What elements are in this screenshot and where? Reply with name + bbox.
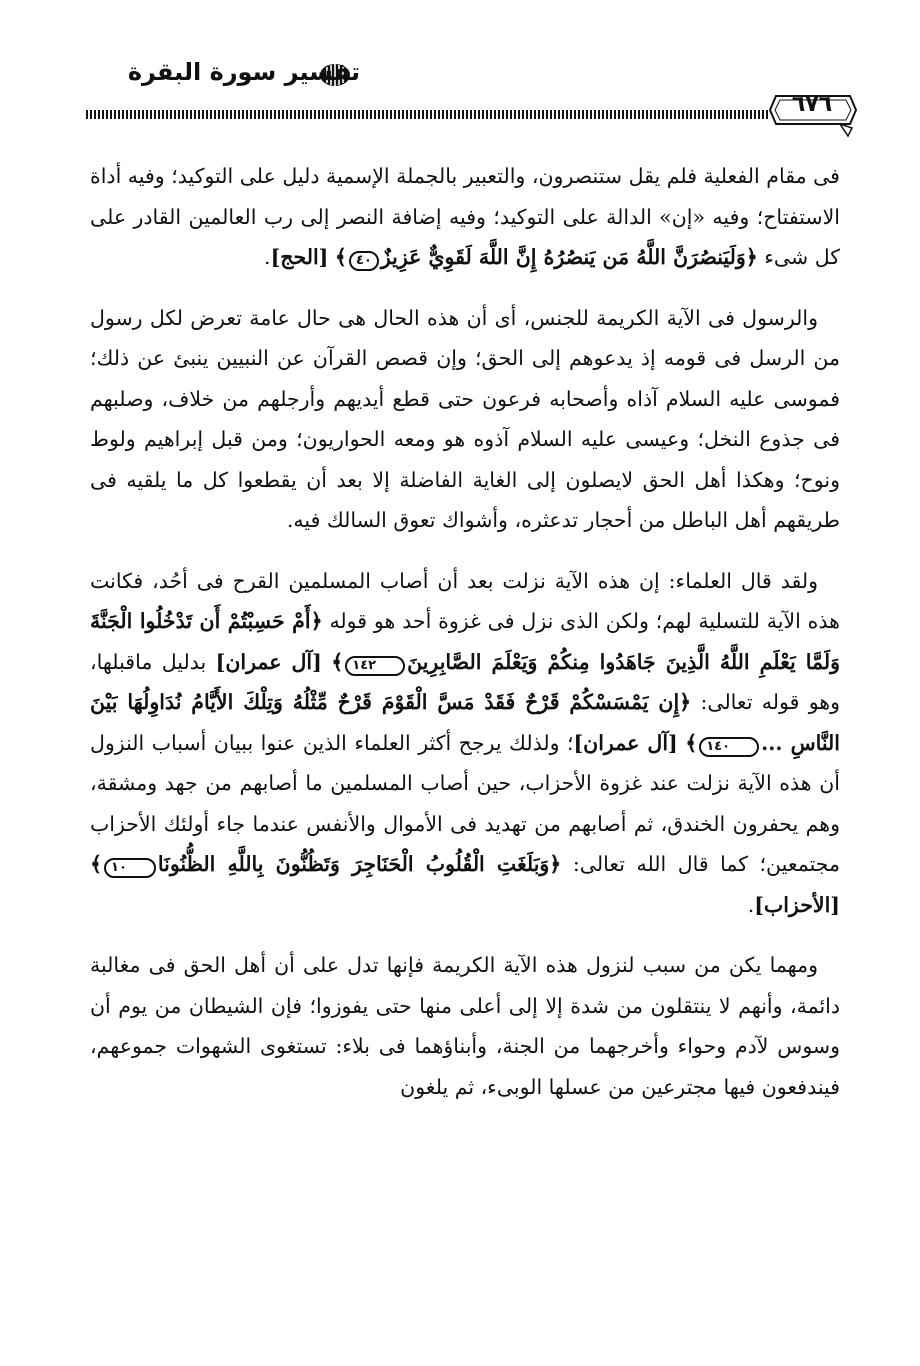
quran-quote: ﴾ xyxy=(334,245,347,269)
body-paragraph xyxy=(90,561,840,926)
quran-quote: ﴿أَمْ حَسِبْتُمْ أَن تَدْخُلُوا الْجَنَّةَ وَلَمَّا يَعْلَمِ اللَّهُ الَّذِينَ جَاهَدُوا مِنكُمْ وَيَعْلَمَ الصَّابِرِينَ xyxy=(90,609,840,674)
body-paragraph xyxy=(90,156,840,278)
text-run: ومهما يكن من سبب لنزول هذه الآية الكريمة فإنها تدل على أن أهل الحق فى مغالبة دائمة، وأنهم لا ينتقلون من شدة إلا إلى أعلى منها حتى يفوزوا؛ فإن الشيطان من يوم أن وسوس لآدم وحواء وأخرجهما من الجنة، وأبناؤهما فى بلاء: تستغوى الشهوات جموعهم، فيندفعون فيها مجترعين من عسلها الوبىء، ثم يلغون xyxy=(90,953,840,1099)
text-run: فى مقام الفعلية فلم يقل ستنصرون، والتعبير بالجملة الإسمية دليل على التوكيد؛ وفيه أداة الاستفتاح؛ وفيه «إن» الدالة على التوكيد؛ وفيه إضافة النصر إلى رب العالمين القادر على كل شىء xyxy=(90,164,840,269)
text-run: والرسول فى الآية الكريمة للجنس، أى أن هذه الحال هى حال عامة تعرض لكل رسول من الرسل فى قومه إذ يدعوهم إلى الحق؛ وإن قصص القرآن عن النبيين ينبئ عن ذلك؛ فموسى عليه السلام آذاه وأصحابه فرعون حتى قطع أيديهم وأرجلهم من خلاف، وصلبهم فى جذوع النخل؛ وعيسى عليه السلام آذوه هو ومعه الحواريون؛ ومن قبل إبراهيم ولوط ونوح؛ وهكذا أهل الحق لايصلون إلى الغاية الفاضلة إلا بعد أن يقطعوا كل ما يلقيه فى طريقهم أهل الباطل من أحجار تدعثره، وأشواك تعوق السالك فيه. xyxy=(90,305,840,532)
quran-quote: ﴾ xyxy=(331,649,344,674)
quran-quote: ﴿إِن يَمْسَسْكُمْ قَرْحٌ فَقَدْ مَسَّ الْقَوْمَ قَرْحٌ مِّثْلُهُ وَتِلْكَ الأَيَّامُ نُدَاوِلُهَا بَيْنَ النَّاسِ ... xyxy=(90,690,840,755)
text-run: بدليل ماقبلها، وهو قوله تعالى: xyxy=(90,649,840,714)
text-run: . xyxy=(747,892,755,917)
surah-reference: [آل عمران] xyxy=(573,730,678,755)
quran-quote: ﴿وَلَيَنصُرَنَّ اللَّهُ مَن يَنصُرُهُ إِنَّ اللَّهَ لَقَوِيٌّ عَزِيزٌ xyxy=(380,245,758,269)
text-run: ؛ ولذلك يرجح أكثر العلماء الذين عنوا ببيان أسباب النزول أن هذه الآية نزلت عند غزوة الأحزاب، حين أصاب المسلمين ما أصابهم من جهد ومشقة، وهم يحفرون الخندق، ثم أصابهم من تهديد فى الأموال والأنفس عندما جاء أولئك الأحزاب مجتمعين؛ كما قال الله تعالى: xyxy=(90,730,840,876)
quran-quote: ﴾ xyxy=(90,852,103,876)
surah-reference: [آل عمران] xyxy=(215,649,322,674)
text-run xyxy=(322,650,331,674)
body-paragraph xyxy=(90,945,840,1107)
quran-quote: ﴿وَبَلَغَتِ الْقُلُوبُ الْحَنَاجِرَ وَتَظُنُّونَ بِاللَّهِ الظُّنُونَا xyxy=(157,852,562,876)
text-run: ولقد قال العلماء: إن هذه الآية نزلت بعد أن أصاب المسلمين القرح فى أحُد، فكانت هذه الآية للتسلية لهم؛ ولكن الذى نزل فى غزوة أحد هو قوله xyxy=(90,568,840,633)
page-header xyxy=(0,0,920,150)
page-body xyxy=(90,156,840,1127)
surah-reference: [الحج] xyxy=(270,245,329,269)
surah-reference: [الأحزاب] xyxy=(754,892,840,917)
body-paragraph xyxy=(90,298,840,541)
ayah-number-marker: ١٤٠ xyxy=(699,737,759,757)
page-number: ٦٧٦ xyxy=(791,92,833,117)
running-header-title: تفسير سورة البقرة xyxy=(127,58,360,86)
ayah-number-marker: ١٠ xyxy=(104,858,156,878)
quran-quote: ﴾ xyxy=(685,730,698,755)
header-rule xyxy=(86,110,768,119)
ayah-number-marker: ٤٠ xyxy=(349,251,379,271)
ayah-number-marker: ١٤٢ xyxy=(345,656,405,676)
text-run: . xyxy=(264,245,271,269)
